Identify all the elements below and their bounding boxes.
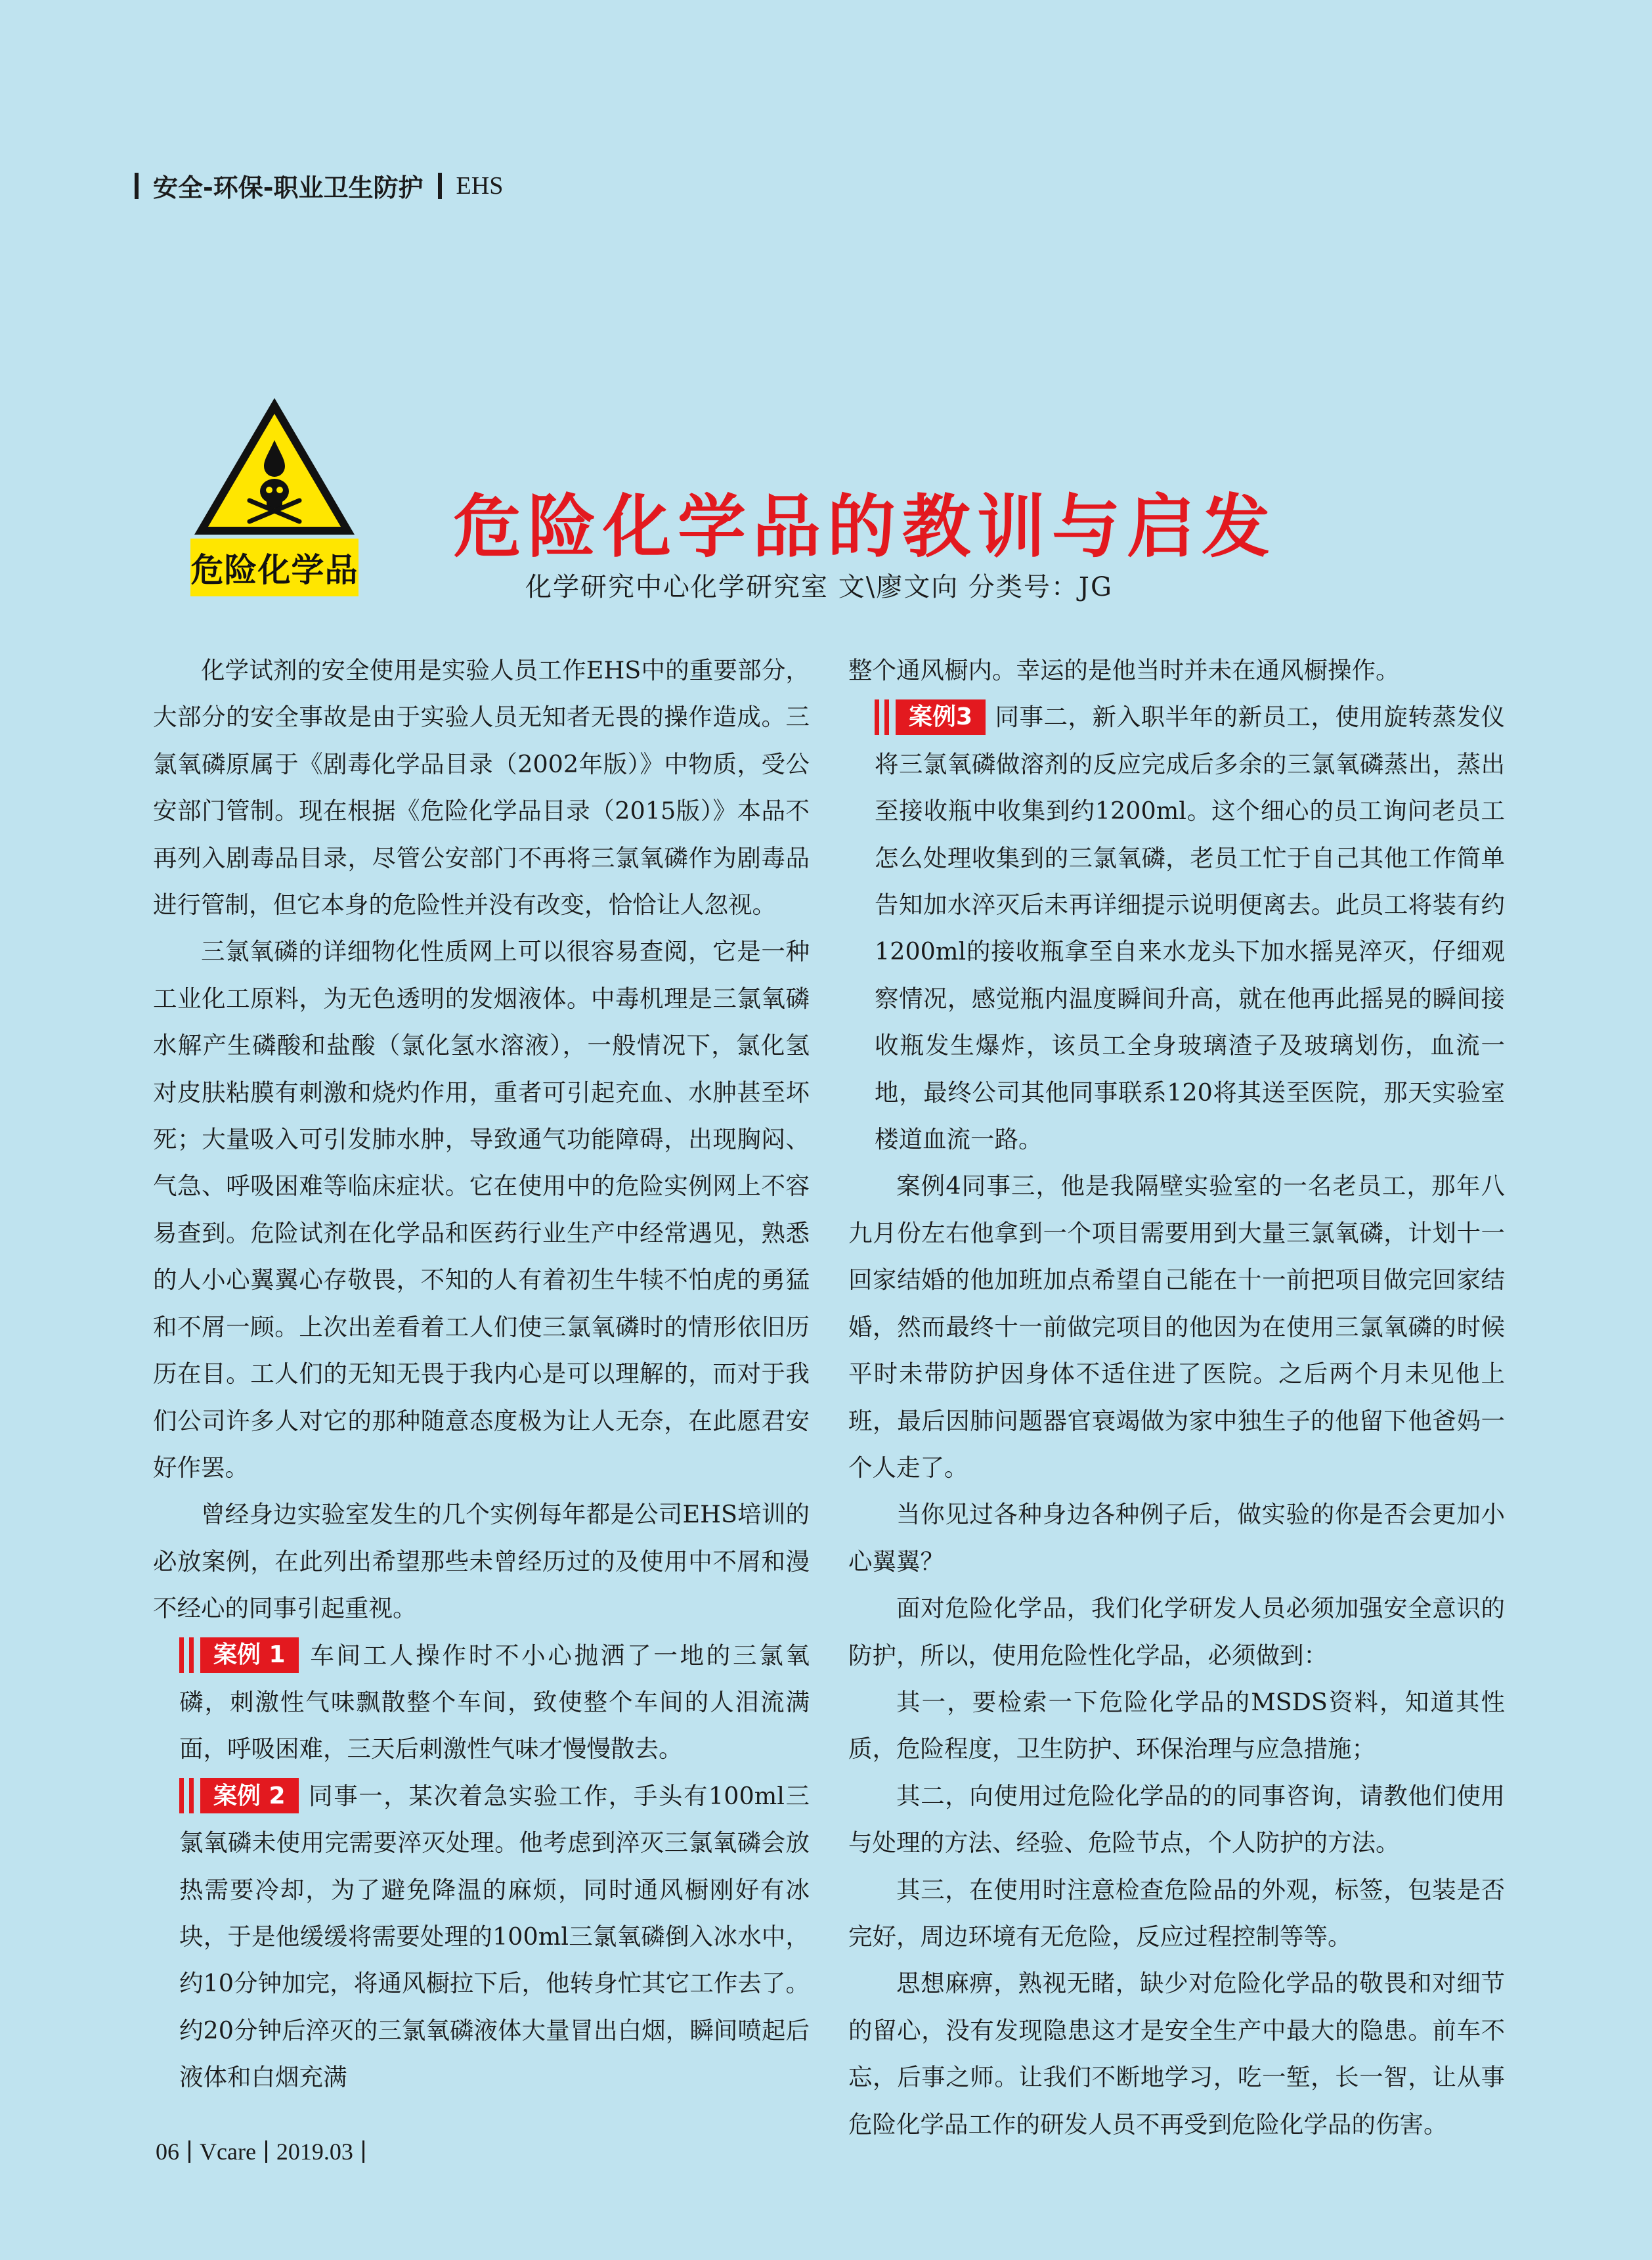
magazine-name: Vcare: [200, 2138, 256, 2165]
header-bar: [438, 173, 442, 199]
case-tag: [179, 1778, 299, 1813]
article-byline: 化学研究中心化学研究室 文\廖文向 分类号：JG: [525, 572, 1113, 602]
footer-separator: [265, 2140, 267, 2163]
footer-separator: [188, 2140, 190, 2163]
case-text: 同事一，某次着急实验工作，手头有100ml三氯氧磷未使用完需要淬灭处理。他考虑到淬灭三氯氧磷会放热需要冷却，为了避免降温的麻烦，同时通风橱刚好有冰块，于是他缓缓将需要处理的100ml三氯氧磷倒入冰水中，约10分钟加完，将通风橱拉下后，他转身忙其它工作去了。约20分钟后淬灭的三氯氧磷液体大量冒出白烟，瞬间喷起后液体和白烟充满: [179, 1781, 810, 2092]
paragraph: 三氯氧磷的详细物化性质网上可以很容易查阅，它是一种工业化工原料，为无色透明的发烟液体。中毒机理是三氯氧磷水解产生磷酸和盐酸（氯化氢水溶液），一般情况下，氯化氢对皮肤粘膜有刺激和烧灼作用，重者可引起充血、水肿甚至坏死；大量吸入可引发肺水肿，导致通气功能障碍，出现胸闷、气急、呼吸困难等临床症状。它在使用中的危险实例网上不容易查到。危险试剂在化学品和医药行业生产中经常遇见，熟悉的人小心翼翼心存敬畏，不知的人有着初生牛犊不怕虎的勇猛和不屑一顾。上次出差看着工人们使三氯氧磷时的情形依旧历历在目。工人们的无知无畏于我内心是可以理解的，而对于我们公司许多人对它的那种随意态度极为让人无奈，在此愿君安好作罢。: [153, 937, 810, 1482]
case-text: 车间工人操作时不小心抛洒了一地的三氯氧磷，刺激性气味飘散整个车间，致使整个车间的人泪流满面，呼吸困难，三天后刺激性气味才慢慢散去。: [179, 1641, 810, 1763]
paragraph: 其一，要检索一下危险化学品的MSDS资料，知道其性质，危险程度，卫生防护、环保治理与应急措施；: [848, 1687, 1505, 1763]
issue-date: 2019.03: [276, 2138, 353, 2165]
right-column: [848, 647, 1505, 2148]
page-number: 06: [156, 2138, 179, 2165]
skull-crossbones-warning-icon: [190, 394, 361, 539]
page-footer: [156, 2138, 374, 2165]
paragraph: 当你见过各种身边各种例子后，做实验的你是否会更加小心翼翼？: [848, 1500, 1505, 1576]
header-tag: EHS: [456, 171, 504, 200]
case-text: 同事二，新入职半年的新员工，使用旋转蒸发仪将三氯氧磷做溶剂的反应完成后多余的三氯氧磷蒸出，蒸出至接收瓶中收集到约1200ml。这个细心的员工询问老员工怎么处理收集到的三氯氧磷，老员工忙于自己其他工作简单告知加水淬灭后未再详细提示说明便离去。此员工将装有约1200ml的接收瓶拿至自来水龙头下加水摇晃淬灭，仔细观察情况，感觉瓶内温度瞬间升高，就在他再此摇晃的瞬间接收瓶发生爆炸，该员工全身玻璃渣子及玻璃划伤，血流一地，最终公司其他同事联系120将其送至医院，那天实验室楼道血流一路。: [875, 703, 1505, 1154]
paragraph: 其三，在使用时注意检查危险品的外观，标签，包装是否完好，周边环境有无危险，反应过程控制等等。: [848, 1875, 1505, 1951]
paragraph: 面对危险化学品，我们化学研发人员必须加强安全意识的防护，所以，使用危险性化学品，必须做到：: [848, 1594, 1505, 1670]
case-tag: [179, 1637, 299, 1673]
paragraph: 案例4同事三，他是我隔壁实验室的一名老员工，那年八九月份左右他拿到一个项目需要用到大量三氯氧磷，计划十一回家结婚的他加班加点希望自己能在十一前把项目做完回家结婚，然而最终十一前做完项目的他因为在使用三氯氧磷的时候平时未带防护因身体不适住进了医院。之后两个月未见他上班，最后因肺问题器官衰竭做为家中独生子的他留下他爸妈一个人走了。: [848, 1172, 1505, 1482]
paragraph: 整个通风橱内。幸运的是他当时并未在通风橱操作。: [848, 656, 1400, 684]
case-paragraph: [153, 1773, 810, 2101]
case-tag: [875, 699, 986, 735]
paragraph: 曾经身边实验室发生的几个实例每年都是公司EHS培训的必放案例，在此列出希望那些未曾经历过的及使用中不屑和漫不经心的同事引起重视。: [153, 1500, 810, 1623]
case-paragraph: [153, 1632, 810, 1773]
case-label: 案例 1: [200, 1637, 299, 1673]
header-section: 安全-环保-职业卫生防护: [153, 173, 424, 202]
header-bar: [135, 173, 139, 199]
footer-separator: [362, 2140, 364, 2163]
paragraph: 其二，向使用过危险化学品的的同事咨询，请教他们使用与处理的方法、经验、危险节点，个人防护的方法。: [848, 1781, 1505, 1857]
paragraph: 思想麻痹，熟视无睹，缺少对危险化学品的敬畏和对细节的留心，没有发现隐患这才是安全生产中最大的隐患。前车不忘，后事之师。让我们不断地学习，吃一堑，长一智，让从事危险化学品工作的研发人员不再受到危险化学品的伤害。: [848, 1969, 1505, 2138]
left-column: [153, 647, 810, 2101]
paragraph: 化学试剂的安全使用是实验人员工作EHS中的重要部分，大部分的安全事故是由于实验人员无知者无畏的操作造成。三氯氧磷原属于《剧毒化学品目录（2002年版）》中物质，受公安部门管制。现在根据《危险化学品目录（2015版）》本品不再列入剧毒品目录，尽管公安部门不再将三氯氧磷作为剧毒品进行管制，但它本身的危险性并没有改变，恰恰让人忽视。: [153, 656, 810, 920]
case-label: 案例 2: [200, 1778, 299, 1813]
article-title: 危险化学品的教训与启发: [453, 487, 1277, 567]
case-label: 案例3: [896, 699, 986, 735]
running-header: [135, 167, 503, 204]
case-paragraph: [848, 694, 1505, 1163]
logo-label: 危险化学品: [190, 539, 359, 596]
